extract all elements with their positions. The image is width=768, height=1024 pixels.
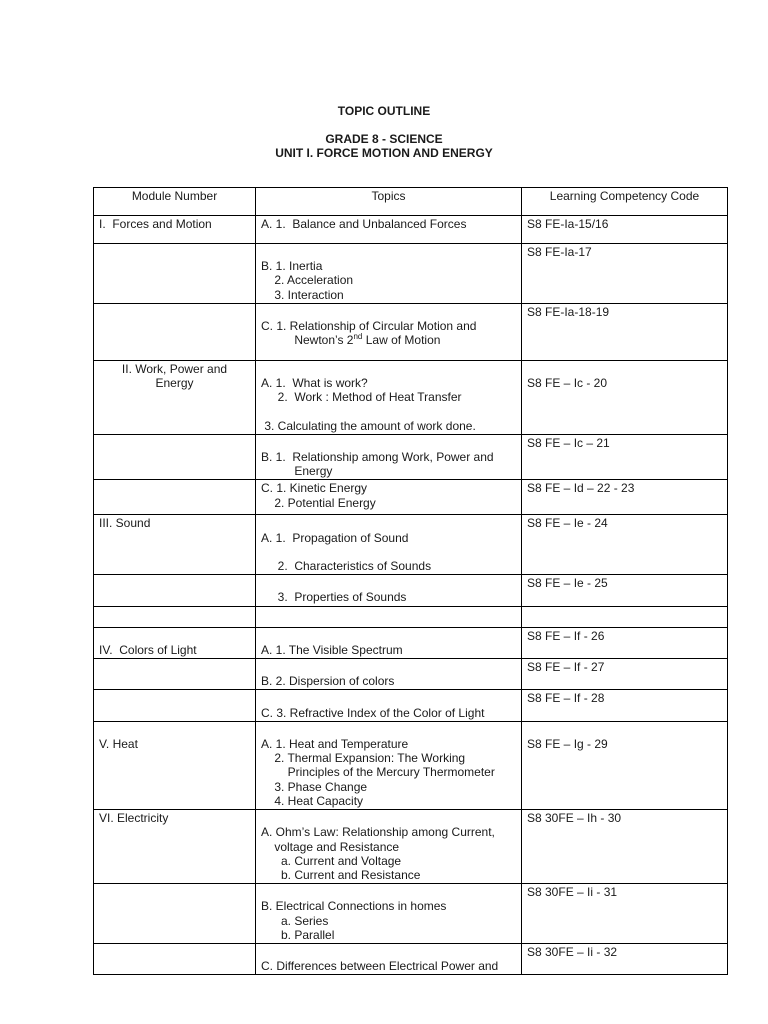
module-cell: VI. Electricity [94,810,256,884]
competency-code-cell: S8 FE – Ie - 25 [522,575,728,606]
table-row [94,303,728,360]
module-cell: IV. Colors of Light [94,627,256,658]
competency-code-cell: S8 30FE – Ii - 32 [522,943,728,974]
table-row [94,943,728,974]
competency-code-cell: S8 30FE – Ih - 30 [522,810,728,884]
module-cell [94,244,256,304]
grade-heading: GRADE 8 - SCIENCE [325,132,443,146]
table-row [94,627,728,658]
header-module-number: Module Number [94,188,256,216]
topic-cell: C. 1. Relationship of Circular Motion and Newton’s 2nd Law of Motion [256,303,522,360]
table-row [94,721,728,809]
topic-cell: B. 1. Relationship among Work, Power and Energy [256,434,522,480]
topic-cell: C. Differences between Electrical Power and [256,943,522,974]
topic-cell [256,606,522,627]
competency-code-cell: S8 FE-Ia-15/16 [522,216,728,244]
competency-code-cell: S8 FE – Id – 22 - 23 [522,480,728,515]
module-cell [94,690,256,721]
competency-code-cell: S8 FE – Ic – 21 [522,434,728,480]
table-row [94,690,728,721]
table-row [94,434,728,480]
module-cell: V. Heat [94,721,256,809]
table-row [94,480,728,515]
unit-heading: UNIT I. FORCE MOTION AND ENERGY [275,146,493,160]
topic-cell: A. Ohm’s Law: Relationship among Current, voltage and Resistance a. Current and Voltage b. Current and Resistance [256,810,522,884]
header-topics: Topics [256,188,522,216]
topic-cell: B. 2. Dispersion of colors [256,659,522,690]
module-cell [94,303,256,360]
competency-code-cell: S8 FE – Ie - 24 [522,515,728,575]
module-cell [94,943,256,974]
table-header-row [94,188,728,216]
table-row [94,659,728,690]
header-competency-code: Learning Competency Code [522,188,728,216]
module-cell [94,575,256,606]
topic-cell: A. 1. What is work? 2. Work : Method of Heat Transfer 3. Calculating the amount of work done. [256,360,522,434]
topic-cell: C. 1. Kinetic Energy 2. Potential Energy [256,480,522,515]
competency-code-cell: S8 FE – If - 27 [522,659,728,690]
module-cell: II. Work, Power and Energy [94,360,256,434]
table-row [94,606,728,627]
competency-code-cell: S8 FE – If - 26 [522,627,728,658]
topic-cell: A. 1. Heat and Temperature 2. Thermal Expansion: The Working Principles of the Mercury Thermometer 3. Phase Change 4. Heat Capacity [256,721,522,809]
table-row [94,515,728,575]
table-row [94,360,728,434]
competency-code-cell: S8 FE-Ia-18-19 [522,303,728,360]
module-cell [94,434,256,480]
topic-cell: 3. Properties of Sounds [256,575,522,606]
topic-cell: A. 1. The Visible Spectrum [256,627,522,658]
competency-code-cell: S8 FE – Ic - 20 [522,360,728,434]
table-row [94,216,728,244]
topic-cell: A. 1. Balance and Unbalanced Forces [256,216,522,244]
topic-cell: B. 1. Inertia 2. Acceleration 3. Interaction [256,244,522,304]
topic-outline-table [93,187,728,975]
module-cell [94,480,256,515]
competency-code-cell: S8 30FE – Ii - 31 [522,884,728,944]
competency-code-cell: S8 FE-Ia-17 [522,244,728,304]
topic-cell: B. Electrical Connections in homes a. Series b. Parallel [256,884,522,944]
topic-cell: C. 3. Refractive Index of the Color of Light [256,690,522,721]
document-title: TOPIC OUTLINE [337,104,431,118]
competency-code-cell: S8 FE – If - 28 [522,690,728,721]
table-row [94,244,728,304]
module-cell [94,884,256,944]
topic-cell: A. 1. Propagation of Sound 2. Characteristics of Sounds [256,515,522,575]
table-row [94,575,728,606]
competency-code-cell: S8 FE – Ig - 29 [522,721,728,809]
module-cell: I. Forces and Motion [94,216,256,244]
competency-code-cell [522,606,728,627]
module-cell [94,659,256,690]
table-row [94,884,728,944]
module-cell [94,606,256,627]
module-cell: III. Sound [94,515,256,575]
table-row [94,810,728,884]
